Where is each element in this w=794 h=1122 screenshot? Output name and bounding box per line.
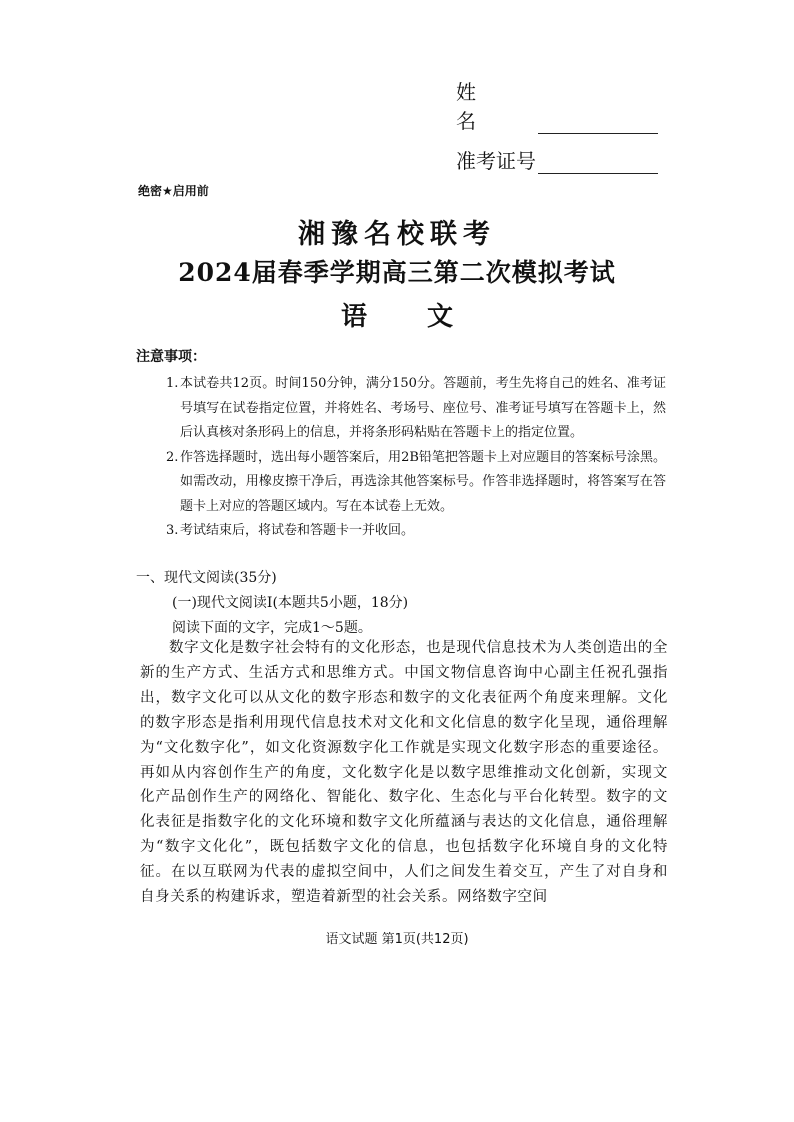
notice-text: 考试结束后，将试卷和答题卡一并收回。 — [180, 523, 415, 538]
notice-text: 作答选择题时，选出每小题答案后，用2B铅笔把答题卡上对应题目的答案标号涂黑。如需改动，用橡皮擦干净后，再选涂其他答案标号。作答非选择题时，将答案写在答题卡上对应的答题区域内。写在本试卷上无效。 — [180, 449, 666, 514]
exam-subtitle: 2024届春季学期高三第二次模拟考试 — [178, 258, 616, 287]
reading-instruction: 阅读下面的文字，完成1～5题。 — [172, 620, 372, 636]
notice-item — [166, 446, 666, 520]
name-label: 姓 名 — [456, 80, 504, 133]
notice-item — [166, 519, 666, 544]
exam-title: 湘豫名校联考 — [298, 219, 496, 250]
notice-list — [166, 372, 666, 544]
notice-number: 3. — [166, 523, 179, 538]
name-blank — [538, 111, 658, 134]
reading-passage: 数字文化是数字社会特有的文化形态，也是现代信息技术为人类创造出的全新的生产方式、生活方式和思维方式。中国文物信息咨询中心副主任祝孔强指出，数字文化可以从文化的数字形态和数字的文化表征两个角度来理解。文化的数字形态是指利用现代信息技术对文化和文化信息的数字化呈现，通俗理解为“文化数字化”，如文化资源数字化工作就是实现文化数字形态的重要途径。再如从内容创作生产的角度，文化数字化是以数字思维推动文化创新，实现文化产品创作生产的网络化、智能化、数字化、生态化与平台化转型。数字的文化表征是指数字化的文化环境和数字文化所蕴涵与表达的文化信息，通俗理解为“数字文化化”，既包括数字文化的信息，也包括数字化环境自身的文化特征。在以互联网为代表的虚拟空间中，人们之间发生着交互，产生了对自身和自身关系的构建诉求，塑造着新型的社会关系。网络数字空间 — [140, 640, 668, 906]
candidate-exam-id-row — [456, 144, 658, 174]
candidate-name-row — [456, 80, 658, 134]
section-title: 一、现代文阅读(35分) — [136, 570, 277, 586]
notice-text: 本试卷共12页。时间150分钟，满分150分。答题前，考生先将自己的姓名、准考证号填写在试卷指定位置，并将姓名、考场号、座位号、准考证号填写在答题卡上，然后认真核对条形码上的信息，并将条形码粘贴在答题卡上的指定位置。 — [180, 376, 666, 440]
notice-heading: 注意事项： — [136, 349, 206, 365]
subject-title: 语文 — [340, 302, 513, 332]
notice-item — [166, 372, 666, 446]
page-footer: 语文试题 第1页(共12页) — [325, 932, 469, 947]
notice-number: 1. — [166, 376, 179, 391]
subsection-title: (一)现代文阅读Ⅰ(本题共5小题，18分) — [172, 595, 409, 611]
notice-number: 2. — [166, 449, 179, 465]
exam-id-label: 准考证号 — [456, 149, 536, 173]
exam-id-blank — [538, 151, 658, 174]
secret-mark: 绝密★启用前 — [138, 184, 209, 198]
